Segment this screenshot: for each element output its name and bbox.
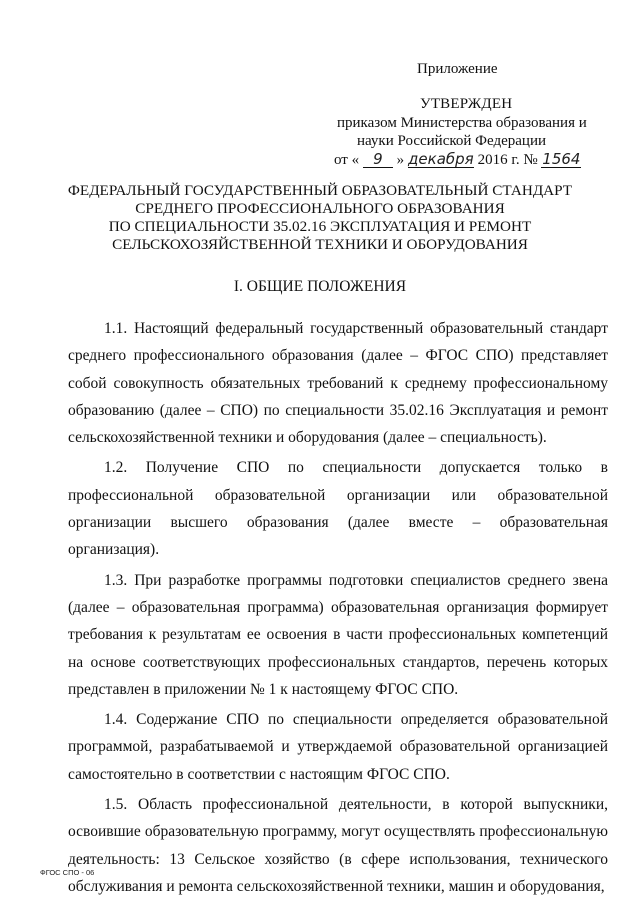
document-title [40,182,600,254]
paragraph-1-5: 1.5. Область профессиональной деятельности, в которой выпускники, освоившие образовательную программу, могут осуществлять профессиональную деятельность: 13 Сельское хозяйство (в сфере использования, технического обслуживания и ремонта сельскохозяйственной техники, машин и оборудования, [68,796,608,895]
page-footer: ФГОС СПО - 06 [40,868,95,877]
order-date-line [334,151,581,169]
paragraph-1-3: 1.3. При разработке программы подготовки специалистов среднего звена (далее – образовательная программа) образовательная организация формирует требования к результатам ее освоения в части профессиональных компетенций на основе соответствующих профессиональных стандартов, перечень которых представлен в приложении № 1 к настоящему ФГОС СПО. [68,571,608,698]
paragraph-1-4: 1.4. Содержание СПО по специальности определяется образовательной программой, разрабатываемой и утверждаемой образовательной организацией самостоятельно в соответствии с настоящим ФГОС СПО. [68,711,608,783]
title-line-1: ФЕДЕРАЛЬНЫЙ ГОСУДАРСТВЕННЫЙ ОБРАЗОВАТЕЛЬНЫЙ СТАНДАРТ [67,182,573,199]
paragraph-1-2: 1.2. Получение СПО по специальности допускается только в профессиональной образовательной организации или образовательной организации высшего образования (далее вместе – образовательная организация). [68,459,608,559]
order-number: 1564 [542,150,581,168]
appendix-label: Приложение [417,61,498,77]
title-line-3: ПО СПЕЦИАЛЬНОСТИ 35.02.16 ЭКСПЛУАТАЦИЯ И РЕМОНТ [108,218,532,235]
approved-stamp: УТВЕРЖДЕН [420,96,513,112]
paragraph-1-1: 1.1. Настоящий федеральный государственный образовательный стандарт среднего профессионального образования (далее – ФГОС СПО) представляет собой совокупность обязательных требований к среднему профессиональному образованию (далее – СПО) по специальности 35.02.16 Эксплуатация и ремонт сельскохозяйственной техники и оборудования (далее – специальность). [68,320,608,447]
date-day: 9 [363,151,393,168]
date-mid: » [396,152,405,168]
date-month: декабря [408,150,474,168]
order-line-1: приказом Министерства образования и [337,115,587,131]
section-heading: I. ОБЩИЕ ПОЛОЖЕНИЯ [233,278,407,295]
title-line-4: СЕЛЬСКОХОЗЯЙСТВЕННОЙ ТЕХНИКИ И ОБОРУДОВАНИЯ [112,236,528,253]
order-line-2: науки Российской Федерации [357,133,547,149]
date-prefix: от « [334,152,360,168]
document-body [68,315,608,900]
title-line-2: СРЕДНЕГО ПРОФЕССИОНАЛЬНОГО ОБРАЗОВАНИЯ [135,200,505,217]
date-year: 2016 г. № [477,152,538,168]
